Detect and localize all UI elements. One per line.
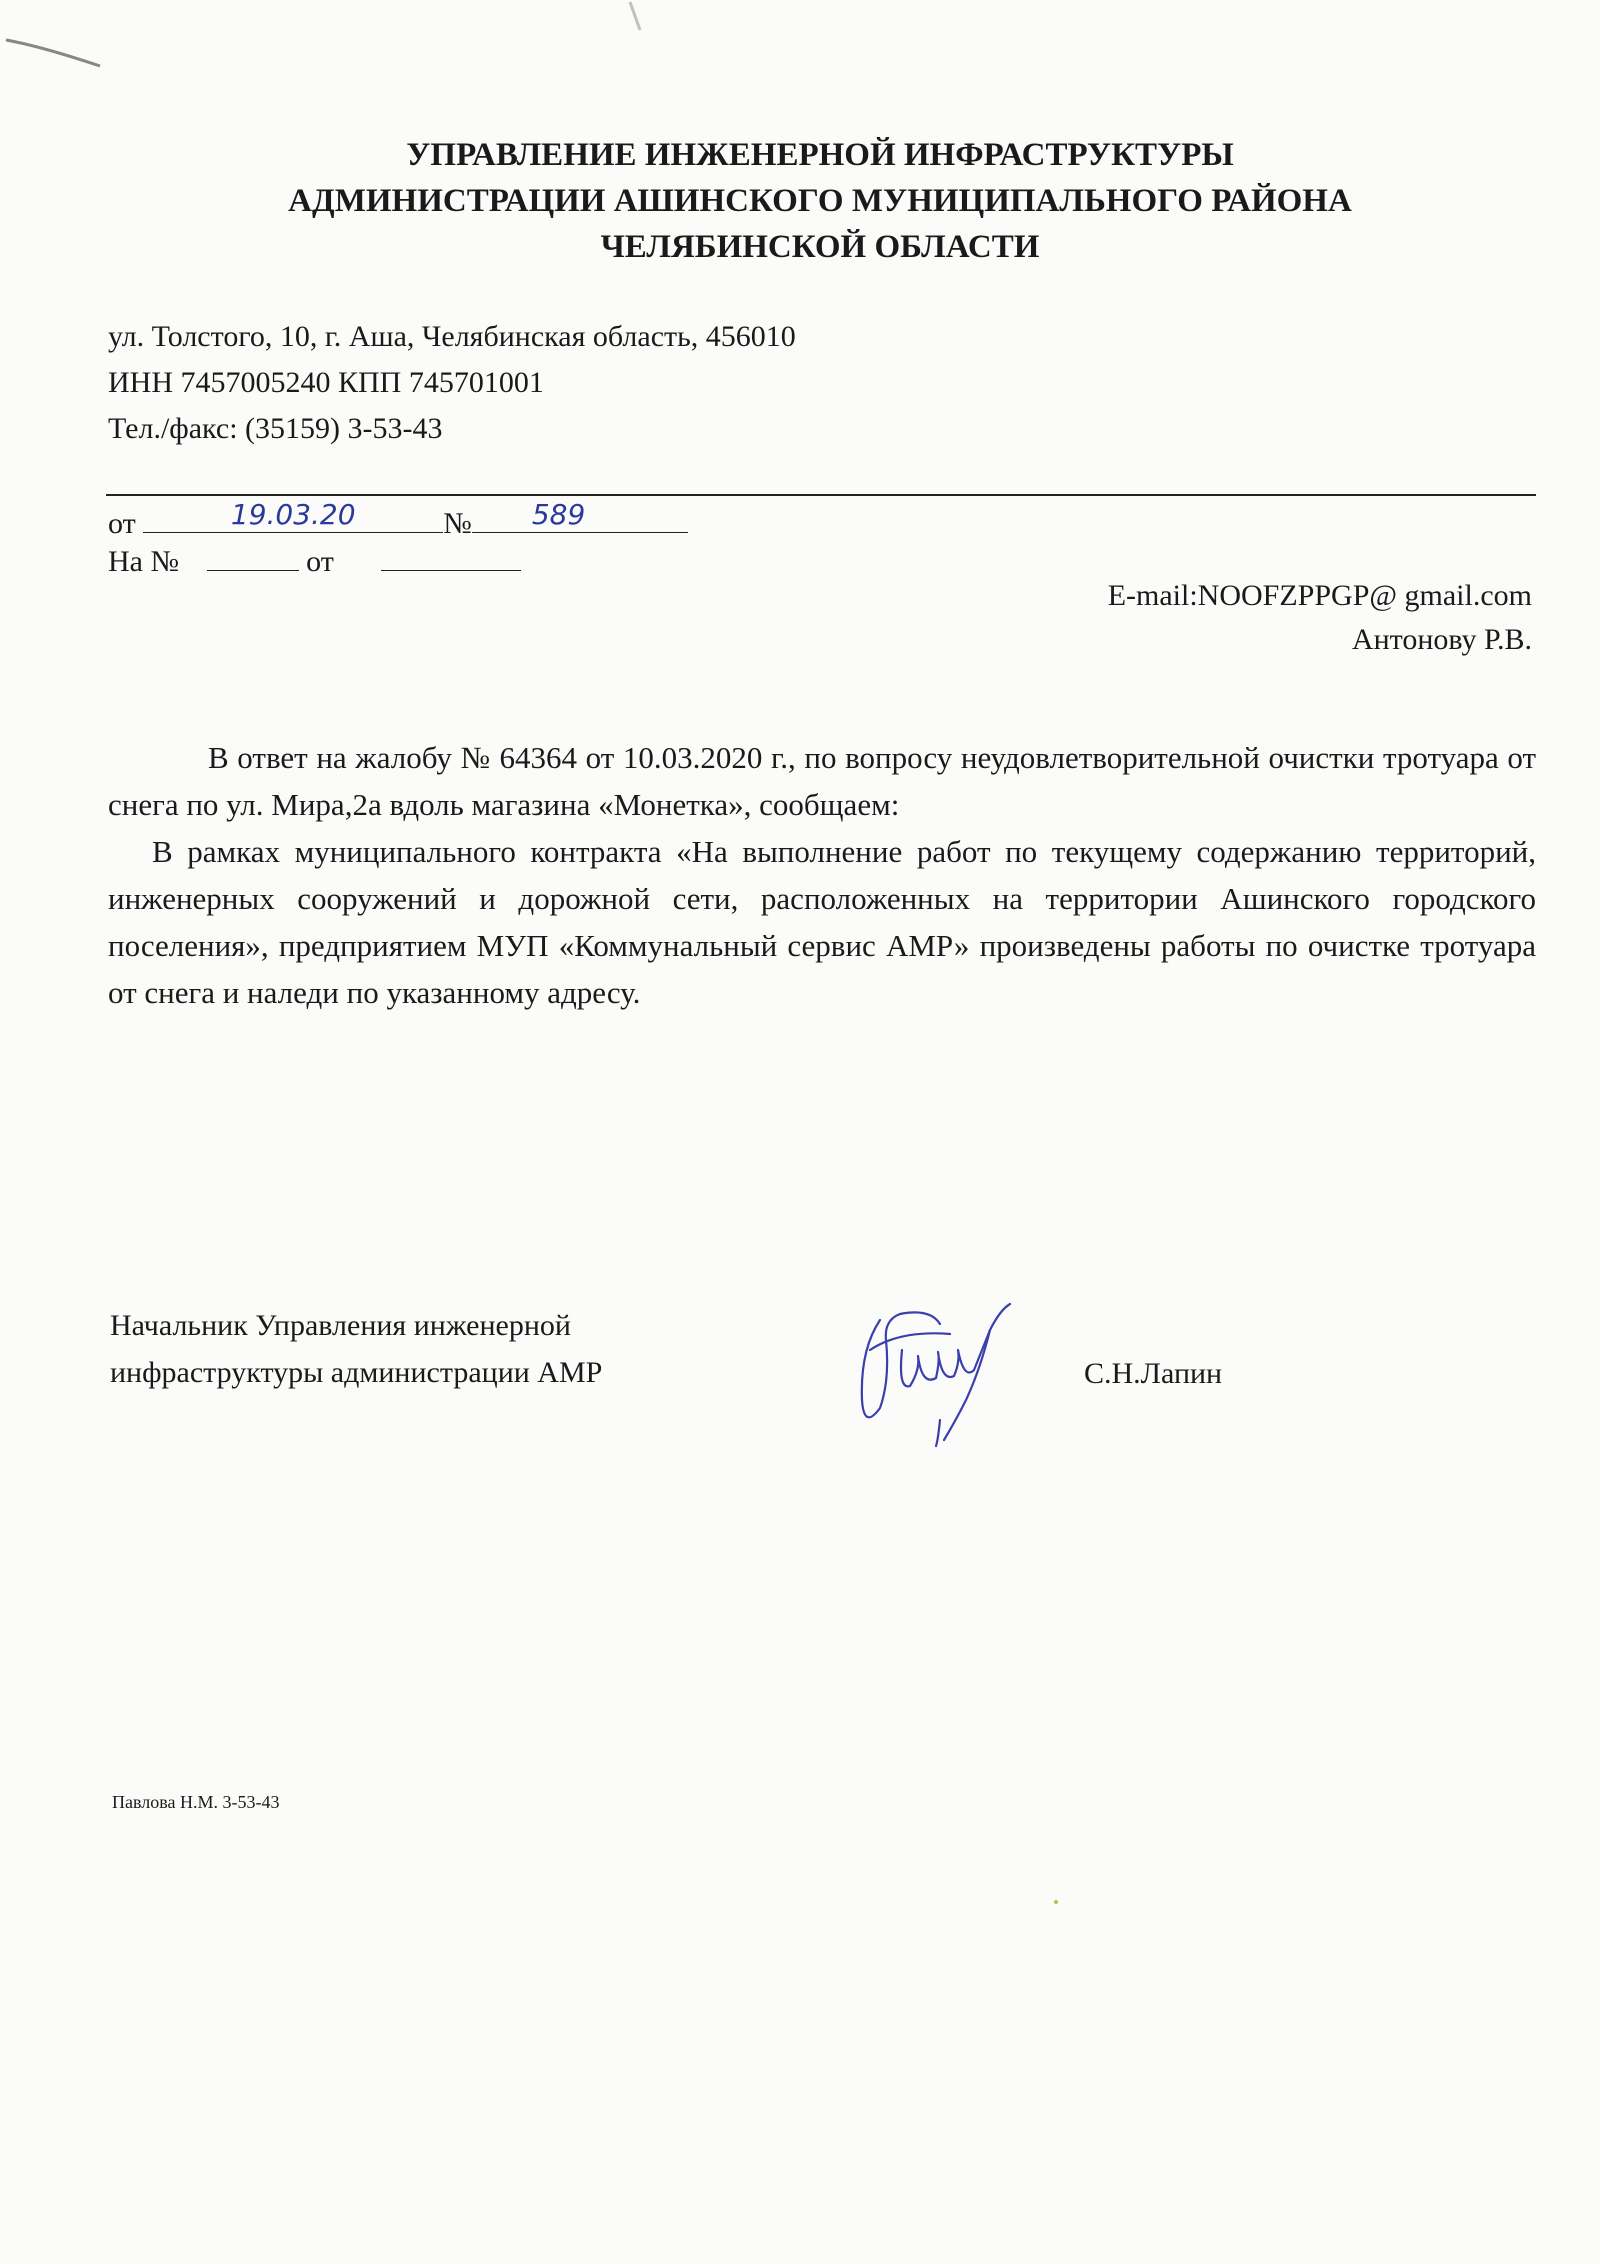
date-field xyxy=(143,498,443,533)
position-line-1: Начальник Управления инженерной xyxy=(110,1309,571,1342)
organization-header xyxy=(160,132,1480,270)
signer-position xyxy=(110,1302,602,1396)
number-field xyxy=(472,498,688,533)
number-handwritten: 589 xyxy=(531,498,586,531)
reply-number-field xyxy=(207,544,299,571)
signer-name: С.Н.Лапин xyxy=(1084,1357,1223,1390)
handwritten-signature xyxy=(840,1290,1040,1450)
header-divider xyxy=(106,494,1536,496)
address-phone: Тел./факс: (35159) 3-53-43 xyxy=(108,412,443,445)
number-label: № xyxy=(443,507,472,540)
incoming-reference xyxy=(108,544,521,579)
header-line-3: ЧЕЛЯБИНСКОЙ ОБЛАСТИ xyxy=(600,229,1040,265)
outgoing-registration xyxy=(108,498,688,541)
reply-date-field xyxy=(381,544,521,571)
scan-speck xyxy=(1054,1900,1058,1904)
address-inn-kpp: ИНН 7457005240 КПП 745701001 xyxy=(108,366,544,399)
position-line-2: инфраструктуры администрации АМР xyxy=(110,1356,603,1389)
executor-contact: Павлова Н.М. 3-53-43 xyxy=(112,1792,280,1812)
reply-from-label: от xyxy=(306,545,334,578)
scan-mark-corner xyxy=(0,0,120,80)
letter-body xyxy=(108,734,1536,1016)
recipient-email: E-mail:NOOFZPPGP@ gmail.com xyxy=(1107,579,1532,612)
organization-address xyxy=(108,314,796,452)
body-paragraph-2: В рамках муниципального контракта «На выполнение работ по текущему содержанию территорий, инженерных сооружений и дорожной сети, расположенных на территории Ашинского городского поселения», предприятием МУП «Коммунальный сервис АМР» произведены работы по очистке тротуара от снега и наледи по указанному адресу. xyxy=(108,834,1536,1010)
from-label: от xyxy=(108,507,136,540)
header-line-2: АДМИНИСТРАЦИИ АШИНСКОГО МУНИЦИПАЛЬНОГО РАЙОНА xyxy=(288,183,1352,219)
body-paragraph-1: В ответ на жалобу № 64364 от 10.03.2020 г., по вопросу неудовлетворительной очистки тротуара от снега по ул. Мира,2а вдоль магазина «Монетка», сообщаем: xyxy=(108,740,1536,822)
date-handwritten: 19.03.20 xyxy=(230,498,356,531)
recipient-name: Антонову Р.В. xyxy=(1351,623,1532,656)
recipient-block xyxy=(1108,574,1532,662)
header-line-1: УПРАВЛЕНИЕ ИНЖЕНЕРНОЙ ИНФРАСТРУКТУРЫ xyxy=(406,137,1234,173)
reply-label: На № xyxy=(108,545,180,578)
address-street: ул. Толстого, 10, г. Аша, Челябинская область, 456010 xyxy=(108,320,796,353)
scan-mark-top xyxy=(626,0,656,40)
